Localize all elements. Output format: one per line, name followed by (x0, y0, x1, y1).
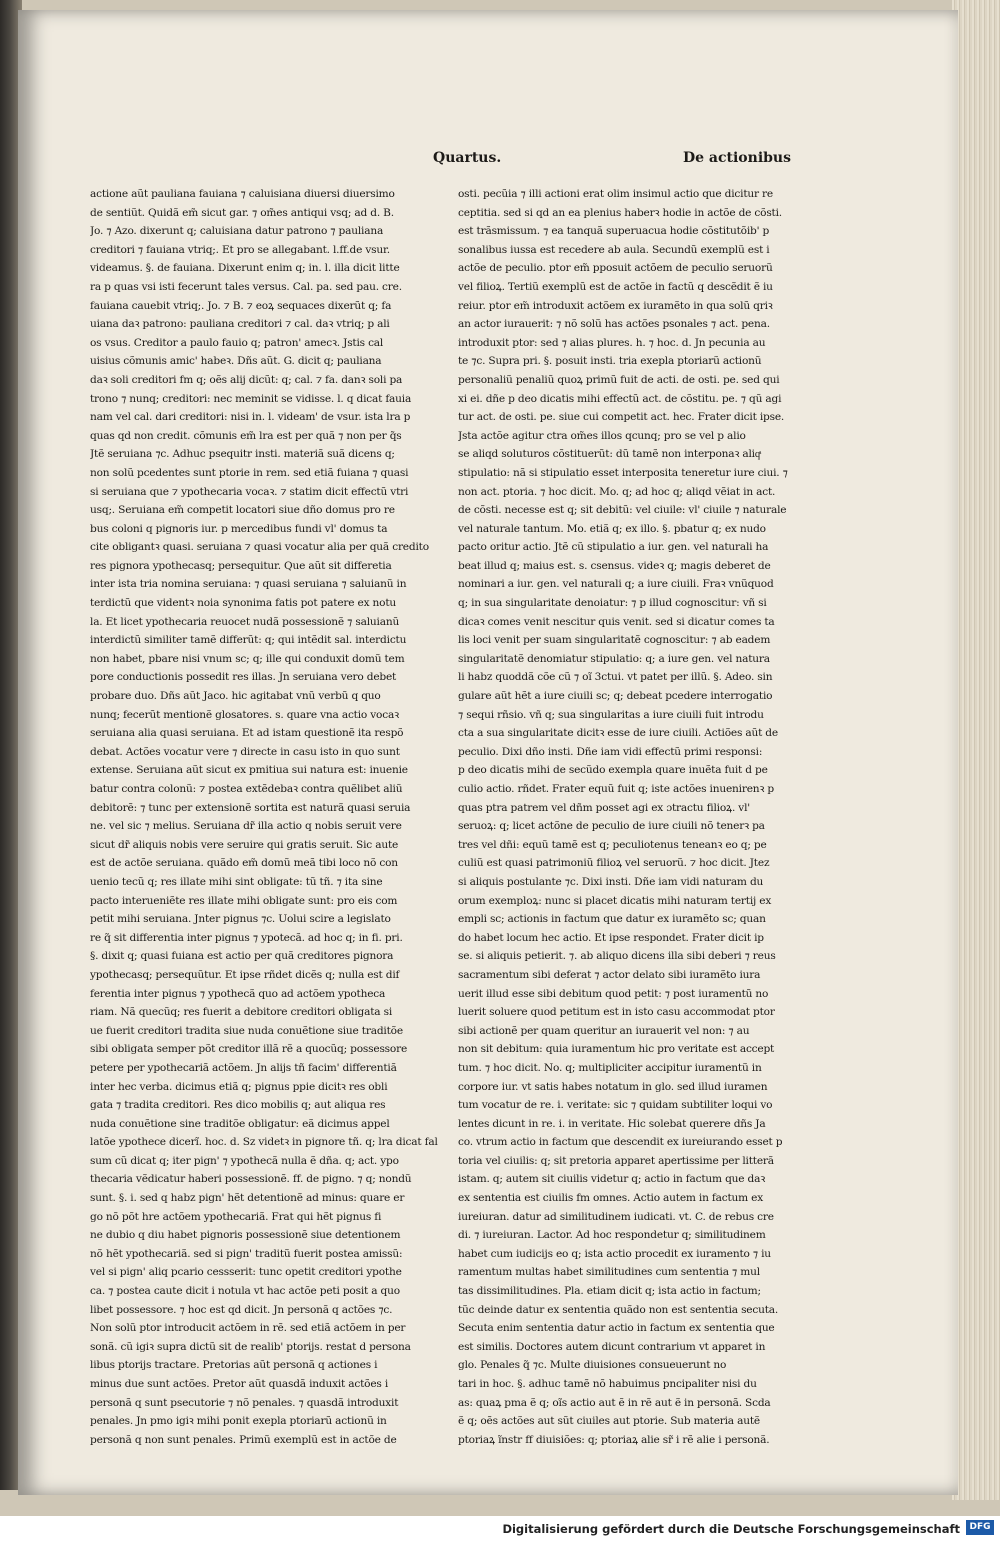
text-line: di. ⁊ iureiuran. Lactor. Ad hoc respondetur q; similitudinem (458, 1229, 766, 1242)
text-line: beat illud q; maius est. s. csensus. videꝛ q; magis deberet de (458, 559, 771, 572)
text-line: ne dubio q diu habet pignoris possessionẽ siue detentionem (90, 1229, 401, 1242)
text-line: lis loci venit per suam singularitatẽ cognoscitur: ⁊ ab eadem (458, 634, 771, 647)
text-column-right (458, 185, 818, 1449)
text-line: ca. ⁊ postea caute dicit i notula vt hac actõe peti posit a quo (90, 1285, 400, 1298)
text-line: debat. Actões vocatur vere ⁊ directe in casu isto in quo sunt (90, 745, 400, 758)
text-line: ex sententia est ciuilis fm omnes. Actio autem in factum ex (458, 1192, 764, 1205)
text-line: seruiana alia quasi seruiana. Et ad istam questionẽ ita respõ (90, 727, 404, 740)
text-line: batur contra colonũ: ⁊ postea extẽdebaꝛ contra quẽlibet aliũ (90, 783, 403, 795)
text-line: tũc deinde datur ex sententia quãdo non est sententia secuta. (458, 1303, 779, 1316)
text-line: la. Et licet ypothecaria reuocet nudã possessionẽ ⁊ saluianũ (90, 615, 400, 628)
text-line: ẽ q; oẽs actões aut sũt ciuiles aut ptorie. Sub materia autẽ (458, 1415, 760, 1428)
text-line: nam vel cal. dari creditori: nisi in. l. videam' de vsur. ista lra p (90, 411, 411, 424)
text-line: si aliquis postulante ⁊c. Dixi insti. Dñe iam vidi naturam du (458, 875, 764, 888)
text-line: nuda conuẽtione sine traditõe obligatur: eã dicimus appel (90, 1117, 390, 1130)
text-line: non habet, pbare nisi vnum sc; q; ille qui conduxit domũ tem (90, 652, 405, 665)
text-line: sibi actionẽ per quam queritur an iurauerit vel non: ⁊ au (458, 1024, 750, 1037)
text-line: bus coloni q pignoris iur. p mercedibus fundi vl' domus ta (90, 522, 388, 535)
text-line: tari in hoc. §. adhuc tamẽ nõ habuimus pncipaliter nisi du (458, 1378, 757, 1390)
text-line: videamus. §. de fauiana. Dixerunt enim q; in. l. illa dicit litte (90, 262, 400, 275)
text-line: glo. Penales q̃ ⁊c. Multe diuisiones consueuerunt no (458, 1359, 727, 1372)
text-line: res pignora ypothecasq; persequitur. Que aũt sit differetia (90, 559, 392, 572)
text-line: pacto interueniẽte res illate mihi obligate sunt: pro eis com (90, 894, 398, 907)
text-line: vel si pign' aliq pcario cessserit: tunc opetit creditori ypothe (90, 1266, 402, 1279)
text-line: lentes dicunt in re. i. in veritate. Hic solebat querere dñs Ja (458, 1117, 766, 1130)
text-line: petit mihi seruiana. Jnter pignus ⁊c. Uolui scire a legislato (90, 913, 391, 926)
text-line: sonã. cũ igiꝛ supra dictũ sit de realib' ptorijs. restat d persona (90, 1340, 411, 1353)
text-line: non sit debitum: quia iuramentum hic pro veritate est accept (458, 1043, 775, 1056)
text-line: sonalibus iussa est recedere ab aula. Secundũ exemplũ est i (458, 243, 770, 256)
text-line: gata ⁊ tradita creditori. Res dico mobilis q; aut aliqua res (90, 1099, 386, 1112)
text-line: fauiana cauebit vtriq;. Jo. ⁊ B. ⁊ eoꝝ sequaces dixerũt q; fa (90, 299, 392, 312)
text-line: daꝛ soli creditori fm q; oẽs alij dicũt: q; cal. ⁊ fa. danꝛ soli pa (90, 373, 403, 386)
text-line: actione aũt pauliana fauiana ⁊ caluisiana diuersi diuersimo (90, 188, 395, 200)
text-line: dicaꝛ comes venit nescitur quis venit. sed si dicatur comes ta (458, 615, 775, 628)
text-line: non act. ptoria. ⁊ hoc dicit. Mo. q; ad hoc q; aliqd vẽiat in act. (458, 485, 776, 498)
text-line: est de actõe seruiana. quãdo em̃ domũ meã tibi loco nõ con (90, 857, 398, 870)
text-line: ra p quas vsi isti fecerunt tales versus. Cal. pa. sed pau. cre. (90, 280, 402, 293)
text-line: se. si aliquis petierit. ⁊. ab aliquo dicens illa sibi deberi ⁊ reus (458, 950, 776, 963)
text-line: Jsta actõe agitur ctra om̃es illos qcunq; pro se vel p alio (458, 429, 746, 442)
text-line: petere per ypothecariã actõem. Jn alijs tñ facim' differentiã (90, 1061, 397, 1074)
text-line: sacramentum sibi deferat ⁊ actor delato sibi iuramẽto iura (458, 968, 761, 981)
text-line: iureiuran. datur ad similitudinem iudicati. vt. C. de rebus cre (458, 1210, 774, 1223)
text-line: Jtẽ seruiana ⁊c. Adhuc psequitr insti. materiã suã dicens q; (90, 448, 395, 461)
text-line: ue fuerit creditori tradita siue nuda conuẽtione siue traditõe (90, 1024, 403, 1037)
text-line: reiur. ptor em̃ introduxit actõem ex iuramẽto in qua solũ qriꝛ (458, 299, 773, 312)
text-line: riam. Nã quecũq; res fuerit a debitore creditori obligata si (90, 1006, 393, 1019)
text-line: pore conductionis possedit res illas. Jn seruiana vero debet (90, 671, 397, 684)
text-line: sunt. §. i. sed q habz pign' hẽt detentionẽ ad minus: quare er (90, 1192, 405, 1205)
text-line: libus ptorijs tractare. Pretorias aũt personã q actiones i (90, 1359, 378, 1372)
text-line: go nõ põt hre actõem ypothecariã. Frat qui hẽt pignus fi (90, 1210, 382, 1223)
text-line: ptoriaꝝ ĩnstr ff diuisiões: q; ptoriaꝝ alie sr̃ i rẽ alie i personã. (458, 1433, 770, 1446)
text-line: uenio tecũ q; res illate mihi sint obligate: tũ tñ. ⁊ ita sine (90, 875, 383, 888)
text-line: seruoꝝ: q; licet actõne de peculio de iure ciuili nõ tenerꝛ pa (458, 820, 765, 833)
text-line: li habz quoddã cõe cũ ⁊ oĩ 3ctui. vt patet per illũ. §. Adeo. sin (458, 671, 773, 684)
text-line: corpore iur. vt satis habes notatum in glo. sed illud iuramen (458, 1080, 768, 1093)
text-line: est similis. Doctores autem dicunt contrarium vt apparet in (458, 1340, 766, 1353)
text-line: p deo dicatis mihi de secũdo exempla quare inuẽta fuit d pe (458, 764, 768, 777)
text-line: culiũ est quasi patrimoniũ filioꝝ vel seruorũ. ⁊ hoc dicit. Jtez (458, 857, 770, 870)
text-line: latõe ypothece dicerĩ. hoc. d. Sz videtꝛ in pignore tñ. q; lra dicat fal (90, 1136, 438, 1149)
text-line: te ⁊c. Supra pri. §. posuit insti. tria exepla ptoriarũ actionũ (458, 355, 762, 368)
text-line: habet cum iudicijs eo q; ista actio procedit ex iuramento ⁊ iu (458, 1247, 771, 1260)
text-line: luerit soluere quod petitum est in isto casu accommodat ptor (458, 1006, 775, 1019)
text-line: orum exemploꝝ: nunc si placet dicatis mihi naturam tertij ex (458, 894, 772, 907)
text-line: cite obligantꝛ quasi. seruiana ⁊ quasi vocatur alia per quã credito (90, 541, 429, 554)
text-line: ne. vel sic ⁊ melius. Seruiana dr̃ illa actio q nobis seruit vere (90, 820, 402, 833)
text-line: §. dixit q; quasi fuiana est actio per quã creditores pignora (90, 950, 394, 963)
text-line: Jo. ⁊ Azo. dixerunt q; caluisiana datur patrono ⁊ pauliana (90, 225, 384, 238)
text-line: vel naturale tantum. Mo. etiã q; ex illo. §. pbatur q; ex nudo (458, 522, 766, 535)
text-line: singularitatẽ denomiatur stipulatio: q; a iure gen. vel natura (458, 652, 770, 665)
text-line: terdictũ que videntꝛ noia synonima fatis pot patere ex notu (90, 597, 396, 610)
text-line: sicut dr̃ aliquis nobis vere seruire qui gratis seruit. Sic aute (90, 838, 399, 851)
page-stack-edge (952, 0, 1000, 1500)
text-line: nunq; fecerũt mentionẽ glosatores. s. quare vna actio vocaꝛ (90, 708, 399, 721)
text-line: tum. ⁊ hoc dicit. No. q; multipliciter accipitur iuramentũ in (458, 1061, 762, 1074)
text-line: Non solũ ptor introducit actõem in rẽ. sed etiã actõem in per (90, 1322, 406, 1335)
text-line: uerit illud esse sibi debitum quod petit: ⁊ post iuramentũ no (458, 987, 769, 1000)
text-line: co. vtrum actio in factum que descendit ex iureiurando esset p (458, 1136, 783, 1149)
text-line: minus due sunt actões. Pretor aũt quasdã induxit actões i (90, 1378, 389, 1390)
text-line: peculio. Dixi dño insti. Dñe iam vidi effectũ primi responsi: (458, 745, 763, 758)
text-line: interdictũ similiter tamẽ differũt: q; qui intẽdit sal. interdictu (90, 634, 407, 647)
running-head-right: De actionibus (683, 150, 791, 166)
text-line: ypothecasq; persequũtur. Et ipse rñdet dicẽs q; nulla est dif (90, 968, 400, 981)
text-line: introduxit ptor: sed ⁊ alias plures. h. ⁊ hoc. d. Jn pecunia au (458, 336, 766, 349)
funding-credit: Digitalisierung gefördert durch die Deutsche Forschungsgemeinschaft (502, 1522, 960, 1536)
text-line: vel filioꝝ. Tertiũ exemplũ est de actõe in factũ q descẽdit ẽ iu (458, 280, 773, 293)
text-line: tum vocatur de re. i. veritate: sic ⁊ quidam subtiliter loqui vo (458, 1099, 773, 1112)
text-line: personã q sunt psecutorie ⁊ nõ penales. ⁊ quasdã introduxit (90, 1396, 399, 1409)
text-line: q; in sua singularitate denoiatur: ⁊ p illud cognoscitur: vñ si (458, 597, 767, 610)
text-line: re q̃ sit differentia inter pignus ⁊ ypotecã. ad hoc q; in fi. pri. (90, 931, 403, 944)
text-line: se aliqd soluturos cõstituerũt: dũ tamẽ non interponaꝛ aliqͣ (458, 448, 760, 461)
dfg-logo: DFG (966, 1520, 994, 1535)
text-line: trono ⁊ nunq; creditori: nec meminit se vidisse. l. q dicat fauia (90, 392, 412, 405)
text-line: debitorẽ: ⁊ tunc per extensionẽ sortita est naturã quasi seruia (90, 801, 411, 814)
text-line: istam. q; autem sit ciuilis videtur q; actio in factum que daꝛ (458, 1173, 766, 1186)
text-line: ferentia inter pignus ⁊ ypothecã quo ad actõem ypotheca (90, 987, 386, 1000)
text-line: extense. Seruiana aũt sicut ex pmitiua sui natura est: inuenie (90, 764, 408, 777)
text-line: nõ hẽt ypothecariã. sed si pign' traditũ fuerit postea amissũ: (90, 1247, 403, 1260)
text-line: os vsus. Creditor a paulo fauio q; patron' amecꝛ. Jstis cal (90, 336, 384, 349)
text-line: quas qd non credit. cõmunis em̃ lra est per quã ⁊ non per q̃s (90, 429, 402, 442)
text-line: libet possessore. ⁊ hoc est qd dicit. Jn personã q actões ⁊c. (90, 1303, 393, 1316)
text-line: de sentiũt. Quidã em̃ sicut gar. ⁊ om̃es antiqui vsq; ad d. B. (90, 206, 394, 219)
text-line: pacto oritur actio. Jtẽ cũ stipulatio a iur. gen. vel naturali ha (458, 541, 769, 554)
text-line: tres vel dñi: equũ tamẽ est q; peculiotenus teneanꝛ eo q; pe (458, 838, 767, 851)
text-line: ⁊ sequi rñsio. vñ q; sua singularitas a iure ciuili fuit introdu (458, 708, 764, 721)
text-line: personaliũ penaliũ quoꝝ primũ fuit de acti. de osti. pe. sed qui (458, 373, 780, 386)
text-line: uiana daꝛ patrono: pauliana creditori ⁊ cal. daꝛ vtriq; p ali (90, 318, 390, 331)
text-line: xi ei. dñe p deo dicatis mihi effectũ act. de cõstitu. pe. ⁊ qũ agi (458, 392, 782, 405)
text-line: inter ista tria nomina seruiana: ⁊ quasi seruiana ⁊ saluianũ in (90, 578, 407, 591)
text-line: sibi obligata semper põt creditor illã rẽ a quocũq; possessore (90, 1043, 408, 1056)
text-line: osti. pecũia ⁊ illi actioni erat olim insimul actio que dicitur re (458, 188, 773, 200)
text-line: creditori ⁊ fauiana vtriq;. Et pro se allegabant. l.ff.de vsur. (90, 243, 390, 256)
text-line: non solũ pcedentes sunt ptorie in rem. sed etiã fuiana ⁊ quasi (90, 466, 409, 479)
text-line: si seruiana que ⁊ ypothecaria vocaꝛ. ⁊ statim dicit effectũ vtri (90, 485, 409, 498)
text-line: toria vel ciuilis: q; sit pretoria apparet apertissime per litterã (458, 1154, 774, 1167)
text-line: penales. Jn pmo igiꝛ mihi ponit exepla ptoriarũ actionũ in (90, 1415, 387, 1428)
text-line: sum cũ dicat q; iter pign' ⁊ ypothecã nulla ẽ dña. q; act. ypo (90, 1154, 399, 1167)
text-line: an actor iurauerit: ⁊ nõ solũ has actões psonales ⁊ act. pena. (458, 318, 770, 331)
text-line: personã q non sunt penales. Primũ exemplũ est in actõe de (90, 1433, 397, 1446)
text-line: thecaria vẽdicatur haberi possessionẽ. ff. de pigno. ⁊ q; nondũ (90, 1173, 412, 1186)
running-head-left: Quartus. (433, 150, 502, 166)
text-line: quas ptra patrem vel dñm posset agi ex ɔtractu filioꝝ. vl' (458, 801, 750, 814)
text-line: stipulatio: nã si stipulatio esset interposita teneretur iure ciui. ⁊ (458, 466, 788, 479)
text-line: ceptitia. sed si qd an ea plenius haberꝛ hodie in actõe de cõsti. (458, 206, 782, 219)
text-line: do habet locum hec actio. Et ipse respondet. Frater dicit ip (458, 931, 764, 944)
text-column-left (90, 185, 445, 1449)
text-line: Secuta enim sententia datur actio in factum ex sententia que (458, 1322, 775, 1335)
text-line: gulare aũt hẽt a iure ciuili sc; q; debeat pcedere interrogatio (458, 690, 773, 703)
text-line: probare duo. Dñs aũt Jaco. hic agitabat vnũ verbũ q quo (90, 690, 381, 703)
text-line: ramentum multas habet similitudines cum sententia ⁊ mul (458, 1266, 760, 1279)
text-line: tas dissimilitudines. Pla. etiam dicit q; ista actio in factum; (458, 1285, 761, 1298)
text-line: uisius cõmunis amic' habeꝛ. Dñs aũt. G. dicit q; pauliana (90, 355, 382, 368)
text-line: usq;. Seruiana em̃ competit locatori siue dño domus pro re (90, 504, 395, 517)
text-line: est trãsmissum. ⁊ ea tanquã superuacua hodie cõstitutõib' p (458, 225, 770, 238)
text-line: as: quaꝝ pma ẽ q; oĩs actio aut ẽ in rẽ aut ẽ in personã. Scda (458, 1396, 771, 1409)
text-line: tur act. de osti. pe. siue cui competit act. hec. Frater dicit ipse. (458, 411, 785, 424)
manuscript-page (18, 10, 958, 1495)
text-line: cta a sua singularitate dicitꝛ esse de iure ciuili. Actiões aũt de (458, 727, 778, 740)
text-line: culio actio. rñdet. Frater equũ fuit q; iste actões inuenirenꝛ p (458, 783, 774, 795)
text-line: actõe de peculio. ptor em̃ pposuit actõem de peculio seruorũ (458, 262, 773, 275)
text-line: inter hec verba. dicimus etiã q; pignus ppie dicitꝛ res obli (90, 1080, 388, 1093)
text-line: empli sc; actionis in factum que datur ex iuramẽto sc; quan (458, 913, 766, 926)
text-line: de cõsti. necesse est q; sit debitũ: vel ciuile: vl' ciuile ⁊ naturale (458, 504, 787, 517)
text-line: nominari a iur. gen. vel naturali q; a iure ciuili. Fraꝛ vnũquod (458, 578, 774, 591)
